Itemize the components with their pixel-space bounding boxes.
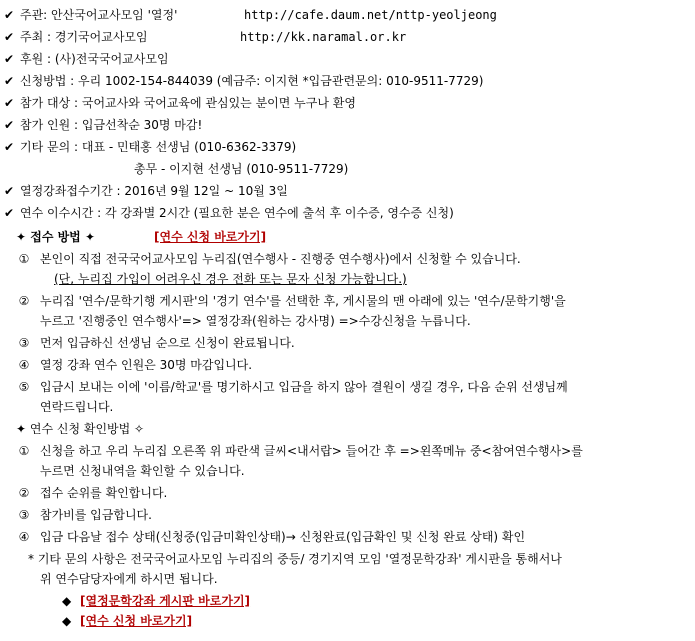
step-text: 참가비를 입금합니다. — [40, 508, 152, 522]
step-number: ② — [18, 294, 30, 308]
organizer-text: 주관: 안산국어교사모임 '열정' — [20, 8, 178, 22]
apply-link-footer[interactable]: [연수 신청 바로가기] — [80, 614, 193, 628]
step-text: 본인이 직접 전국국어교사모임 누리집(연수행사 - 진행중 연수행사)에서 신청할 수 있습니다. — [40, 252, 521, 266]
step-text: 누리집 '연수/문학기행 게시판'의 '경기 연수'를 선택한 후, 게시물의 맨 아래에 있는 '연수/문학기행'을 — [40, 294, 566, 308]
step-number: ② — [18, 486, 30, 500]
check-icon: ✔ — [3, 118, 15, 132]
diamond-bullet-icon: ◆ — [62, 594, 72, 608]
step-number: ① — [18, 444, 30, 458]
step-text: 입금 다음날 접수 상태(신청중(입금미확인상태)→ 신청완료(입금확인 및 신청 완료 상태) 확인 — [40, 530, 526, 544]
target-text: 참가 대상 : 국어교사와 국어교육에 관심있는 분이면 누구나 환영 — [20, 96, 356, 110]
apply-link[interactable]: [연수 신청 바로가기] — [154, 230, 267, 244]
step-number: ③ — [18, 336, 30, 350]
contact-text: 기타 문의 : 대표 - 민태홍 선생님 (010-6362-3379) — [20, 140, 297, 154]
check-icon: ✔ — [3, 96, 15, 110]
board-link[interactable]: [열정문학강좌 게시판 바로가기] — [80, 594, 251, 608]
step-text-continued: 연락드립니다. — [40, 400, 114, 414]
step-text: 열정 강좌 연수 인원은 30명 마감입니다. — [40, 358, 253, 372]
step-text: 접수 순위를 확인합니다. — [40, 486, 168, 500]
step-text: 입금시 보내는 이에 '이름/학교'를 명기하시고 입금을 하지 않아 결원이 생길 경우, 다음 순위 선생님께 — [40, 380, 568, 394]
step-number: ① — [18, 252, 30, 266]
step-note: (단, 누리집 가입이 어려우신 경우 전화 또는 문자 신청 가능합니다.) — [54, 272, 407, 286]
step-text-continued: 누르면 신청내역을 확인할 수 있습니다. — [40, 464, 245, 478]
note-text-continued: 위 연수담당자에게 하시면 됩니다. — [40, 572, 218, 586]
check-icon: ✔ — [3, 74, 15, 88]
check-icon: ✔ — [3, 184, 15, 198]
check-icon: ✔ — [3, 52, 15, 66]
sponsor-text: 후원 : (사)전국국어교사모임 — [20, 52, 169, 66]
check-icon: ✔ — [3, 140, 15, 154]
host-url[interactable]: http://kk.naramal.or.kr — [240, 30, 407, 44]
check-icon: ✔ — [3, 206, 15, 220]
hours-text: 연수 이수시간 : 각 강좌별 2시간 (필요한 분은 연수에 출석 후 이수증, 영수증 신청) — [20, 206, 454, 220]
step-number: ④ — [18, 358, 30, 372]
registration-title: ✦ 접수 방법 ✦ — [16, 230, 96, 244]
host-text: 주최 : 경기국어교사모임 — [20, 30, 148, 44]
secretary-text: 총무 - 이지현 선생님 (010-9511-7729) — [134, 162, 349, 176]
apply-method-text: 신청방법 : 우리 1002-154-844039 (예금주: 이지현 *입금관련문의: 010-9511-7729) — [20, 74, 484, 88]
diamond-bullet-icon: ◆ — [62, 614, 72, 628]
capacity-text: 참가 인원 : 입금선착순 30명 마감! — [20, 118, 203, 132]
period-text: 열정강좌접수기간 : 2016년 9월 12일 ~ 10월 3일 — [20, 184, 288, 198]
step-number: ⑤ — [18, 380, 30, 394]
step-text: 먼저 입금하신 선생님 순으로 신청이 완료됩니다. — [40, 336, 295, 350]
step-text-continued: 누르고 '진행중인 연수행사'=> 열정강좌(원하는 강사명) =>수강신청을 누릅니다. — [40, 314, 471, 328]
step-number: ③ — [18, 508, 30, 522]
step-text: 신청을 하고 우리 누리집 오른쪽 위 파란색 글씨<내서랍> 들어간 후 =>왼쪽메뉴 중<참여연수행사>를 — [40, 444, 583, 458]
check-icon: ✔ — [3, 8, 15, 22]
confirmation-title: ✦ 연수 신청 확인방법 ✧ — [16, 422, 145, 436]
note-text: * 기타 문의 사항은 전국국어교사모임 누리집의 중등/ 경기지역 모임 '열정문학강좌' 게시판을 통해서나 — [28, 552, 562, 566]
step-number: ④ — [18, 530, 30, 544]
check-icon: ✔ — [3, 30, 15, 44]
organizer-url[interactable]: http://cafe.daum.net/nttp-yeoljeong — [244, 8, 497, 22]
